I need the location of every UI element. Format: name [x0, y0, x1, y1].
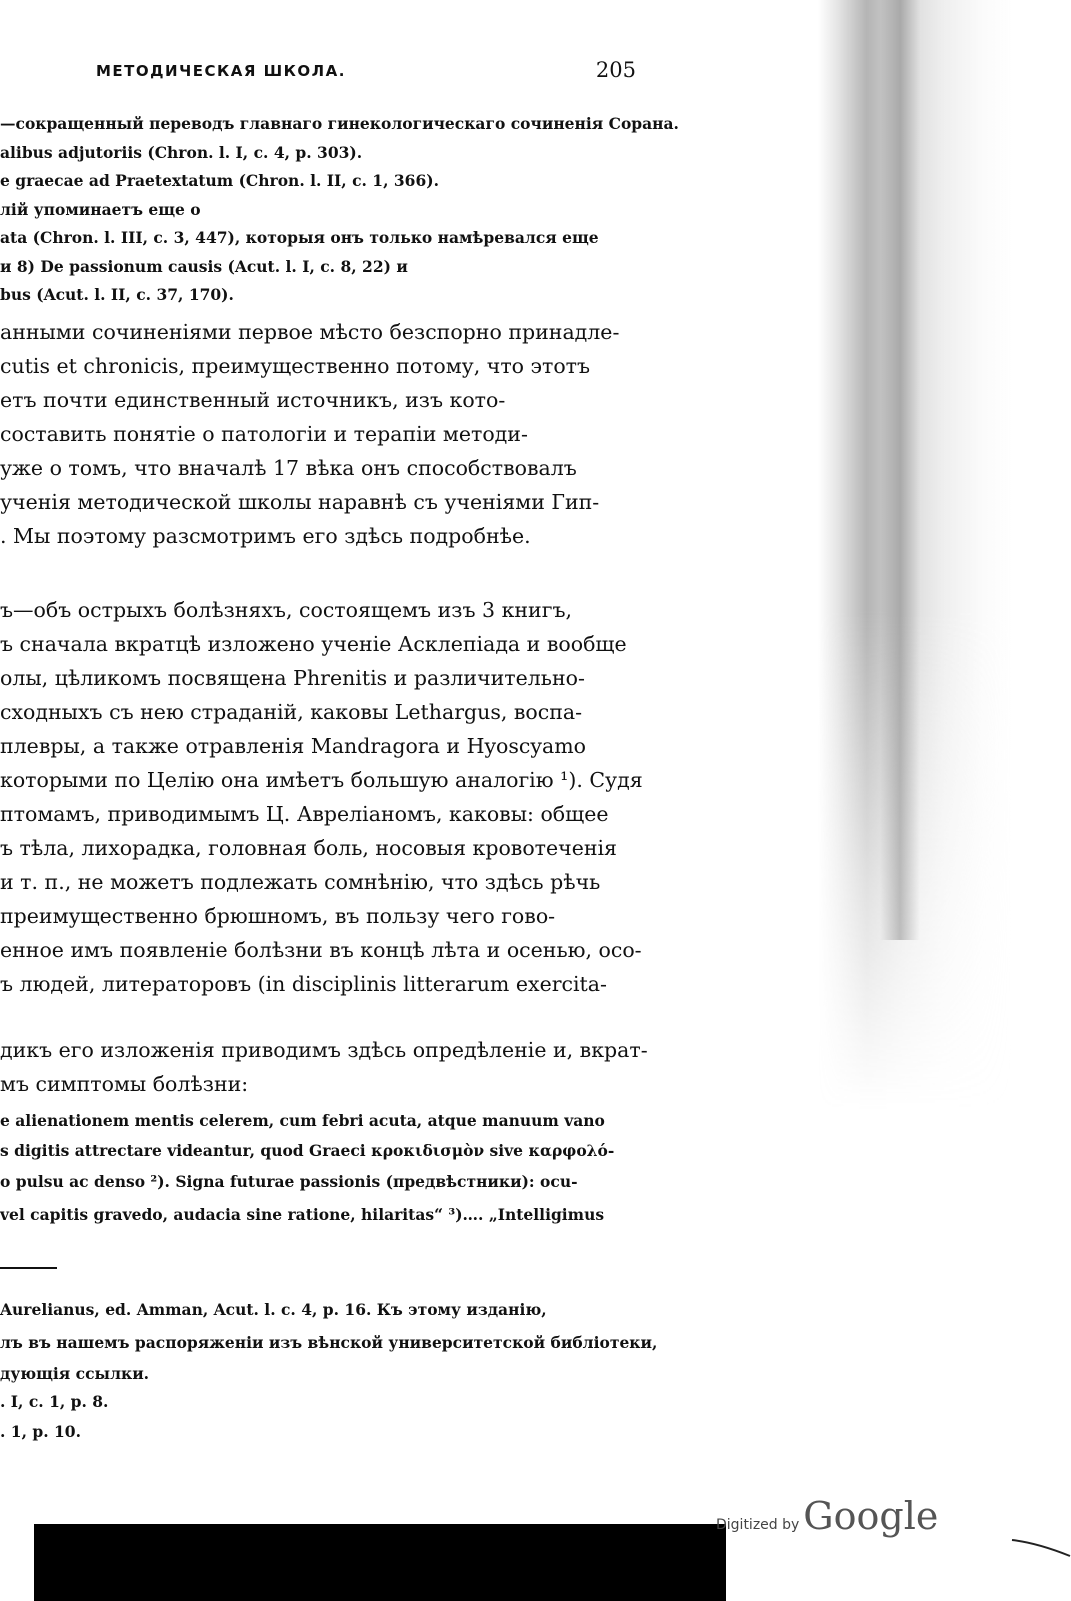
body-line: ъ—объ острыхъ болѣзняхъ, состоящемъ изъ 3 книгъ,: [0, 598, 573, 622]
page-number: 205: [595, 58, 636, 82]
page-header: [96, 58, 636, 86]
footnote-top-line: bus (Acut. l. II, c. 37, 170).: [0, 285, 234, 304]
running-head: МЕТОДИЧЕСКАЯ ШКОЛА.: [96, 62, 346, 80]
body-line: ъ тѣла, лихорадка, головная боль, носовыя кровотеченія: [0, 836, 617, 860]
body-line: плевры, а также отравленія Mandragora и Hyoscyamo: [0, 734, 586, 758]
quote-line: vel capitis gravedo, audacia sine ratione, hilaritas“ ³)…. „Intelligimus: [0, 1205, 605, 1224]
body-line: дикъ его изложенія приводимъ здѣсь опредѣленіе и, вкрат-: [0, 1038, 648, 1062]
body-line: енное имъ появленіе болѣзни въ концѣ лѣта и осенью, осо-: [0, 938, 642, 962]
digitized-watermark: [716, 1494, 938, 1538]
footnote-top-line: alibus adjutoriis (Chron. l. I, c. 4, p. 303).: [0, 143, 363, 162]
scan-edge-curve: [1010, 1532, 1071, 1558]
body-line: ъ людей, литераторовъ (in disciplinis litterarum exercita-: [0, 972, 607, 996]
body-line: сходныхъ съ нею страданій, каковы Lethargus, воспа-: [0, 700, 583, 724]
watermark-brand: Google: [803, 1494, 939, 1538]
body-line: уже о томъ, что вначалѣ 17 вѣка онъ способствовалъ: [0, 456, 577, 480]
body-line: птомамъ, приводимымъ Ц. Авреліаномъ, каковы: общее: [0, 802, 609, 826]
footnote-top-line: ata (Chron. l. III, c. 3, 447), которыя онъ только намѣревался еще: [0, 228, 599, 247]
footnote-top-line: и 8) De passionum causis (Acut. l. I, c. 8, 22) и: [0, 257, 408, 276]
quote-line: o pulsu ac denso ²). Signa futurae passionis (предвѣстники): ocu-: [0, 1172, 578, 1191]
footnote-bottom-line: Aurelianus, ed. Amman, Acut. l. c. 4, p. 16. Къ этому изданію,: [0, 1300, 547, 1319]
watermark-prefix: Digitized by: [716, 1517, 800, 1533]
footnote-bottom-line: . 1, p. 10.: [0, 1422, 81, 1441]
footnote-separator: [0, 1267, 57, 1269]
scan-shadow-streak: [880, 0, 920, 940]
scan-edge-bar: [34, 1524, 726, 1601]
body-line: cutis et chronicis, преимущественно потому, что этотъ: [0, 354, 591, 378]
body-line: . Мы поэтому разсмотримъ его здѣсь подробнѣе.: [0, 524, 531, 548]
footnote-bottom-line: . I, c. 1, p. 8.: [0, 1392, 109, 1411]
footnote-top-line: —сокращенный переводъ главнаго гинекологическаго сочиненія Сорана.: [0, 114, 679, 133]
quote-line: s digitis attrectare videantur, quod Graeci κροκιδισμὸν sive καρφολό-: [0, 1141, 615, 1160]
body-line: анными сочиненіями первое мѣсто безспорно принадле-: [0, 320, 620, 344]
footnote-bottom-line: дующія ссылки.: [0, 1364, 150, 1383]
body-line: етъ почти единственный источникъ, изъ кото-: [0, 388, 506, 412]
body-line: и т. п., не можетъ подлежать сомнѣнію, что здѣсь рѣчь: [0, 870, 601, 894]
footnote-top-line: лій упоминаетъ еще о: [0, 200, 201, 219]
body-line: которыми по Целію она имѣетъ большую аналогію ¹). Судя: [0, 768, 643, 792]
body-line: олы, цѣликомъ посвящена Phrenitis и различительно-: [0, 666, 585, 690]
footnote-bottom-line: лъ въ нашемъ распоряженіи изъ вѣнской университетской библіотеки,: [0, 1333, 658, 1352]
quote-line: e alienationem mentis celerem, cum febri acuta, atque manuum vano: [0, 1111, 605, 1130]
body-line: мъ симптомы болѣзни:: [0, 1072, 249, 1096]
body-line: преимущественно брюшномъ, въ пользу чего гово-: [0, 904, 556, 928]
body-line: составить понятіе о патологіи и терапіи методи-: [0, 422, 528, 446]
footnote-top-line: e graecae ad Praetextatum (Chron. l. II, c. 1, 366).: [0, 171, 439, 190]
body-line: ученія методической школы наравнѣ съ ученіями Гип-: [0, 490, 600, 514]
body-line: ъ сначала вкратцѣ изложено ученіе Асклепіада и вообще: [0, 632, 627, 656]
